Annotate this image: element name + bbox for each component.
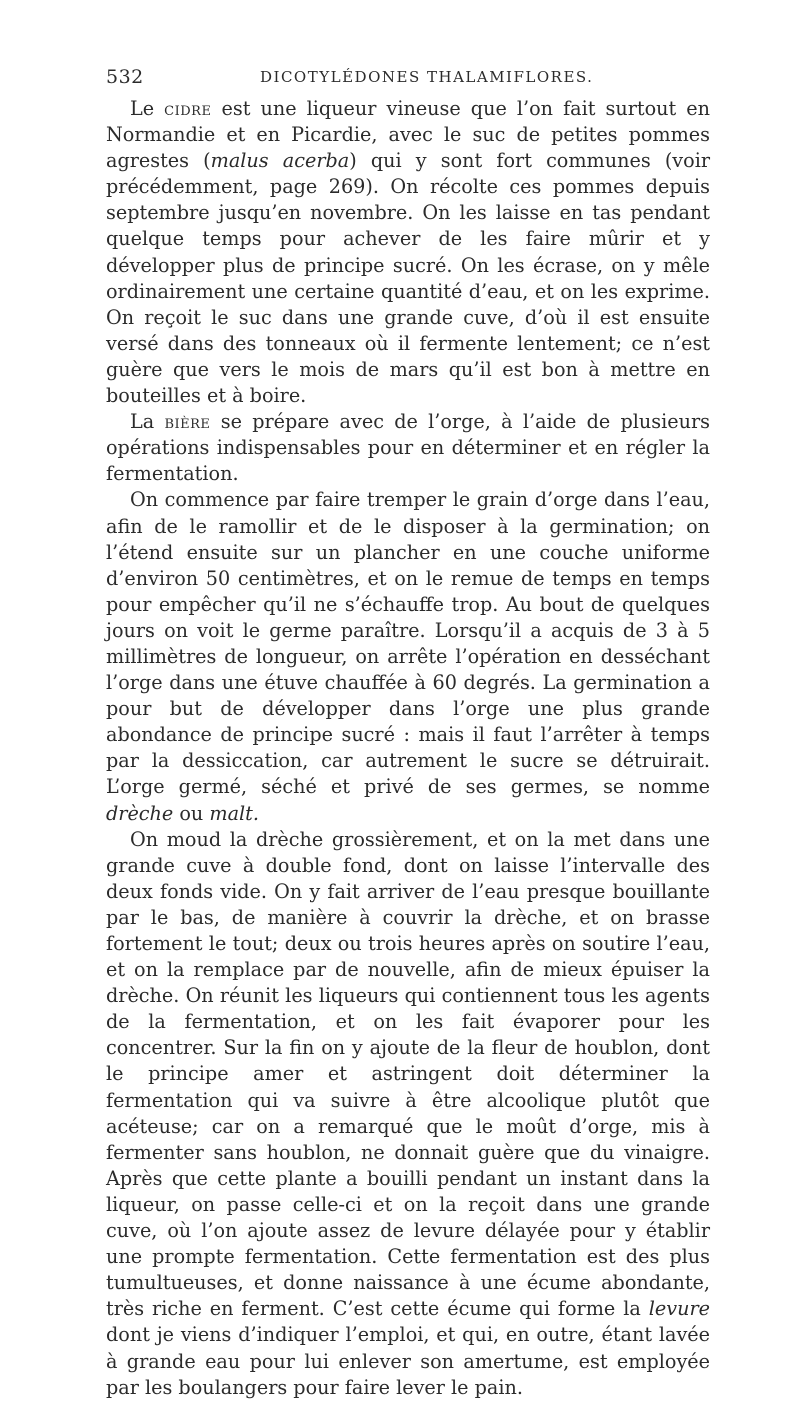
paragraph-brassage [106,827,710,1401]
text-run: ou [173,801,210,825]
text-run: On moud la drèche grossièrement, et on la met dans une grande cuve à double fond, dont on laisse l’intervalle des deux fonds vide. On y fait arriver de l’eau presque bouillante par le bas, de manière à couvrir la drèche, et on brasse fortement le tout; deux ou trois heures après on soutire l’eau, et on la remplace par de nouvelle, afin de mieux épuiser la drèche. On réunit les liqueurs qui contiennent tous les agents de la fermentation, et on les fait évaporer pour les concentrer. Sur la fin on y ajoute de la fleur de houblon, dont le principe amer et astringent doit déterminer la fermentation qui va suivre à être alcoolique plutôt que acéteuse; car on a remarqué que le moût d’orge, mis à fermenter sans houblon, ne donnait guère que du vinaigre. Après que cette plante a bouilli pendant un instant dans la liqueur, on passe celle-ci et on la reçoit dans une grande cuve, où l’on ajoute assez de levure délayée pour y établir une prompte fermentation. Cette fermentation est des plus tumultueuses, et donne naissance à une écume abondante, très riche en ferment. C’est cette écume qui forme la [106,827,710,1321]
running-head: DICOTYLÉDONES THALAMIFLORES. [260,68,594,86]
term-dreche: drèche [106,801,174,825]
paragraph-biere [106,409,710,487]
text-run: Le [130,97,165,120]
book-page [106,66,710,1401]
latin-name: malus acerba [210,149,350,173]
paragraph-germination [106,487,710,826]
term-cidre: cidre [164,97,212,120]
text-run: On commence par faire tremper le grain d’orge dans l’eau, afin de le ramollir et de le disposer à la germination; on l’étend ensuite sur un plancher en une couche uniforme d’environ 50 centimètres, et on le remue de temps en temps pour empêcher qu’il ne s’échauffe trop. Au bout de quelques jours on voit le germe paraître. Lorsqu’il a acquis de 3 à 5 millimètres de longueur, on arrête l’opération en desséchant l’orge dans une étuve chauffée à 60 degrés. La germination a pour but de développer dans l’orge une plus grande abondance de principe sucré : mais il faut l’arrêter à temps par la dessiccation, car autrement le sucre se détruirait. L’orge germé, séché et privé de ses germes, se nomme [106,488,710,799]
body-text [106,96,710,1401]
term-malt: malt. [209,801,259,825]
text-run: dont je viens d’indiquer l’emploi, et qui, en outre, étant lavée à grande eau pour lui enlever son amertume, est employée par les boulangers pour faire lever le pain. [106,1323,710,1399]
text-run: est une liqueur vineuse que l’on fait surtout en Normandie et en Picardie, avec le suc de petites pommes agrestes ( [106,97,711,173]
term-biere: bière [164,410,211,434]
term-levure: levure [648,1297,710,1321]
text-run: La [130,410,165,434]
text-run: ) qui y sont fort communes (voir précédemment, page 269). On récolte ces pommes depuis septembre jusqu’en novembre. On les laisse en tas pendant quelque temps pour achever de les faire mûrir et y développer plus de principe sucré. On les écrase, on y mêle ordinairement une certaine quantité d’eau, et on les exprime. On reçoit le suc dans une grande cuve, d’où il est ensuite versé dans des tonneaux où il fermente lentement; ce n’est guère que vers le mois de mars qu’il est bon à mettre en bouteilles et à boire. [106,149,711,408]
paragraph-cidre [106,96,710,409]
text-run: se prépare avec de l’orge, à l’aide de plusieurs opérations indispensables pour en déterminer et en régler la fermentation. [106,410,710,486]
page-number: 532 [106,66,144,88]
page-header [106,66,710,96]
